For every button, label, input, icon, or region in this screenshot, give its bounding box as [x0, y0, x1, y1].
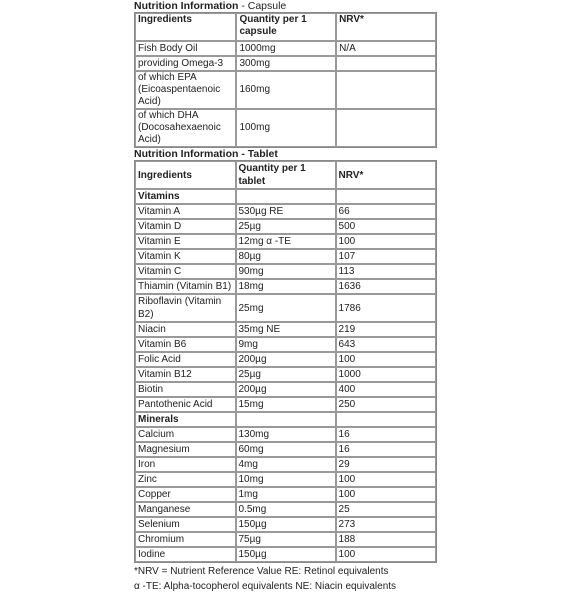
nrv-cell: 188 [336, 532, 436, 547]
ingredient-cell: Vitamin B6 [135, 337, 236, 352]
empty-cell [236, 189, 336, 204]
table-row [135, 71, 436, 109]
header-quantity: Quantity per 1 tablet [236, 161, 336, 189]
ingredient-cell: Selenium [135, 517, 236, 532]
nrv-cell: 273 [336, 517, 436, 532]
nrv-cell: 29 [336, 457, 436, 472]
quantity-cell: 150µg [236, 547, 336, 562]
footnote-nrv: *NRV = Nutrient Reference Value RE: Retinol equivalents [134, 566, 389, 577]
table-row [135, 352, 436, 367]
header-ingredients: Ingredients [135, 13, 236, 41]
quantity-cell: 160mg [236, 71, 336, 109]
ingredient-cell: Manganese [135, 502, 236, 517]
header-nrv: NRV* [336, 161, 436, 189]
header-quantity: Quantity per 1 capsule [236, 13, 336, 41]
ingredient-cell: Calcium [135, 427, 236, 442]
quantity-cell: 100mg [236, 109, 336, 147]
ingredient-cell: Vitamin C [135, 264, 236, 279]
table-header-row [135, 13, 436, 41]
nrv-cell: 100 [336, 487, 436, 502]
quantity-cell: 130mg [236, 427, 336, 442]
header-ingredients: Ingredients [135, 161, 236, 189]
quantity-cell: 200µg [236, 382, 336, 397]
quantity-cell: 90mg [236, 264, 336, 279]
table-row [135, 56, 436, 71]
nrv-cell: N/A [336, 41, 436, 56]
quantity-cell: 9mg [236, 337, 336, 352]
table-row [135, 532, 436, 547]
table-row [135, 279, 436, 294]
empty-cell [336, 412, 436, 427]
nrv-cell: 113 [336, 264, 436, 279]
section-label: Minerals [135, 412, 236, 427]
quantity-cell: 18mg [236, 279, 336, 294]
nrv-cell: 100 [336, 352, 436, 367]
nrv-cell: 66 [336, 204, 436, 219]
ingredient-cell: Vitamin E [135, 234, 236, 249]
nrv-cell: 100 [336, 472, 436, 487]
nrv-cell: 500 [336, 219, 436, 234]
table-row [135, 517, 436, 532]
nrv-cell: 16 [336, 427, 436, 442]
quantity-cell: 60mg [236, 442, 336, 457]
ingredient-cell: Iron [135, 457, 236, 472]
nrv-cell: 400 [336, 382, 436, 397]
header-nrv: NRV* [336, 13, 436, 41]
nrv-cell: 16 [336, 442, 436, 457]
ingredient-cell: Folic Acid [135, 352, 236, 367]
table-row [135, 457, 436, 472]
table-row [135, 547, 436, 562]
quantity-cell: 4mg [236, 457, 336, 472]
ingredient-cell: Iodine [135, 547, 236, 562]
quantity-cell: 75µg [236, 532, 336, 547]
section-row-vitamins [135, 189, 436, 204]
quantity-cell: 15mg [236, 397, 336, 412]
quantity-cell: 80µg [236, 249, 336, 264]
quantity-cell: 150µg [236, 517, 336, 532]
empty-cell [336, 189, 436, 204]
table-row [135, 41, 436, 56]
nrv-cell [336, 109, 436, 147]
section-label: Vitamins [135, 189, 236, 204]
table-row [135, 472, 436, 487]
nrv-cell: 25 [336, 502, 436, 517]
nrv-cell [336, 71, 436, 109]
ingredient-cell: Niacin [135, 322, 236, 337]
table-row [135, 264, 436, 279]
minerals-rows [135, 427, 436, 562]
ingredient-cell: Copper [135, 487, 236, 502]
footnotes [134, 564, 434, 594]
table-row [135, 487, 436, 502]
ingredient-cell: Riboflavin (Vitamin B2) [135, 294, 236, 322]
quantity-cell: 200µg [236, 352, 336, 367]
quantity-cell: 25µg [236, 219, 336, 234]
quantity-cell: 10mg [236, 472, 336, 487]
vitamins-rows [135, 204, 436, 412]
table-row [135, 234, 436, 249]
table-header-row [135, 161, 436, 189]
quantity-cell: 25mg [236, 294, 336, 322]
quantity-cell: 0.5mg [236, 502, 336, 517]
table-row [135, 219, 436, 234]
section-row-minerals [135, 412, 436, 427]
nrv-cell: 1636 [336, 279, 436, 294]
ingredient-cell: Vitamin D [135, 219, 236, 234]
table-row [135, 322, 436, 337]
quantity-cell: 12mg α -TE [236, 234, 336, 249]
quantity-cell: 35mg NE [236, 322, 336, 337]
nrv-cell: 100 [336, 547, 436, 562]
ingredient-cell: Magnesium [135, 442, 236, 457]
nrv-cell: 1786 [336, 294, 436, 322]
quantity-cell: 530µg RE [236, 204, 336, 219]
nrv-cell: 643 [336, 337, 436, 352]
table-row [135, 442, 436, 457]
table-row [135, 427, 436, 442]
ingredient-cell: Thiamin (Vitamin B1) [135, 279, 236, 294]
quantity-cell: 300mg [236, 56, 336, 71]
nrv-cell [336, 56, 436, 71]
quantity-cell: 25µg [236, 367, 336, 382]
ingredient-cell: Vitamin B12 [135, 367, 236, 382]
capsule-table [134, 12, 437, 148]
table-row [135, 294, 436, 322]
nrv-cell: 100 [336, 234, 436, 249]
table-row [135, 382, 436, 397]
nutrition-panel [134, 0, 434, 594]
table-row [135, 502, 436, 517]
ingredient-cell: providing Omega-3 [135, 56, 236, 71]
empty-cell [236, 412, 336, 427]
capsule-heading: Nutrition Information - Capsule [134, 0, 287, 12]
quantity-cell: 1000mg [236, 41, 336, 56]
ingredient-cell: Pantothenic Acid [135, 397, 236, 412]
ingredient-cell: Chromium [135, 532, 236, 547]
table-row [135, 109, 436, 147]
ingredient-cell: Vitamin A [135, 204, 236, 219]
ingredient-cell: of which EPA (Eicoaspentaenoic Acid) [135, 71, 236, 109]
footnote-te: α -TE: Alpha-tocopherol equivalents NE: Niacin equivalents [134, 581, 397, 592]
ingredient-cell: Zinc [135, 472, 236, 487]
quantity-cell: 1mg [236, 487, 336, 502]
ingredient-cell: Vitamin K [135, 249, 236, 264]
tablet-table [134, 160, 437, 563]
ingredient-cell: of which DHA (Docosahexaenoic Acid) [135, 109, 236, 147]
ingredient-cell: Biotin [135, 382, 236, 397]
nrv-cell: 1000 [336, 367, 436, 382]
nrv-cell: 107 [336, 249, 436, 264]
table-row [135, 367, 436, 382]
nrv-cell: 250 [336, 397, 436, 412]
table-row [135, 337, 436, 352]
nrv-cell: 219 [336, 322, 436, 337]
table-row [135, 249, 436, 264]
table-row [135, 397, 436, 412]
ingredient-cell: Fish Body Oil [135, 41, 236, 56]
table-row [135, 204, 436, 219]
tablet-heading: Nutrition Information - Tablet [134, 148, 278, 160]
